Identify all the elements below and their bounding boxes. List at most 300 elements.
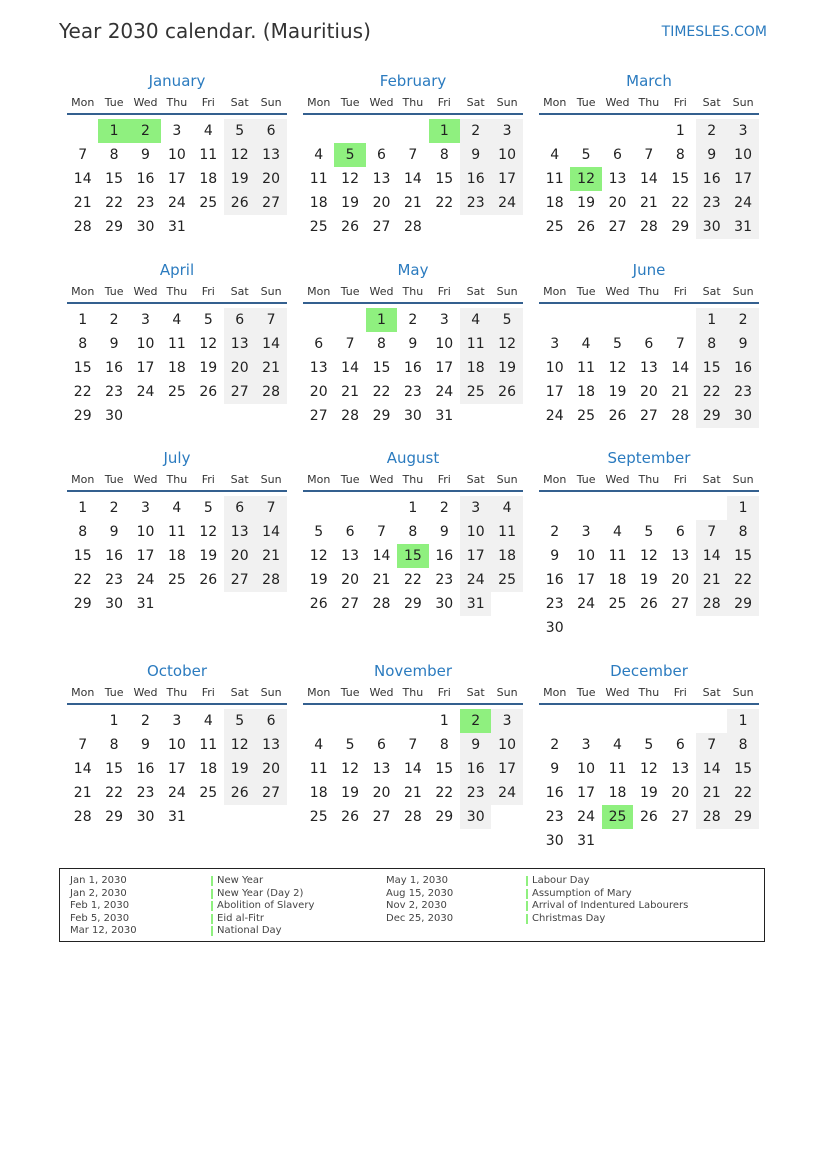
- day-cell: 3: [141, 312, 150, 328]
- day-cell: 20: [639, 384, 658, 400]
- weekday-header: [539, 473, 759, 489]
- day-cell: 28: [372, 596, 391, 612]
- day-cell: 29: [105, 809, 123, 825]
- legend-holiday: [526, 888, 688, 901]
- day-cell: 1: [408, 500, 418, 516]
- day-cell: 22: [435, 785, 454, 801]
- day-cell: 11: [608, 761, 627, 777]
- day-cell: 8: [439, 737, 449, 753]
- day-cell: 21: [73, 195, 92, 211]
- day-cell: 15: [73, 548, 92, 564]
- legend-date: Aug 15, 2030: [386, 887, 454, 899]
- day-cell: 14: [403, 761, 422, 777]
- day-cell: 16: [460, 167, 491, 191]
- day-cell: 4: [314, 147, 324, 163]
- day-cell: 16: [727, 356, 758, 380]
- day-cell: 2: [109, 312, 119, 328]
- day-cell: 28: [341, 408, 359, 424]
- day-cell: 7: [408, 737, 418, 753]
- day-cell: 5: [491, 308, 522, 332]
- day-cell: 6: [675, 737, 685, 753]
- day-cell: 15: [671, 171, 690, 187]
- day-cell: 4: [550, 147, 560, 163]
- day-cell: 30: [105, 408, 123, 424]
- weekday-label: Tue: [340, 686, 360, 699]
- day-cell: 9: [109, 524, 119, 540]
- legend-holiday: [526, 875, 688, 888]
- weekday-label: Wed: [369, 285, 394, 298]
- header-divider: [539, 490, 759, 492]
- weekday-label: Sun: [732, 686, 754, 699]
- holiday-marker: [211, 926, 213, 936]
- weekday-label: Mon: [71, 686, 95, 699]
- weekday-label: Sat: [466, 473, 485, 486]
- day-cell: 8: [408, 524, 418, 540]
- header-divider: [67, 703, 287, 705]
- month-name: September: [607, 449, 691, 467]
- day-cell: 2: [109, 500, 119, 516]
- day-cell: 10: [577, 548, 595, 564]
- day-cell: 24: [577, 809, 595, 825]
- weekday-label: Mon: [71, 285, 95, 298]
- month-name: November: [373, 662, 453, 680]
- weekday-label: Fri: [673, 285, 687, 298]
- day-cell: 14: [696, 757, 727, 781]
- day-cell: 7: [696, 733, 727, 757]
- day-cell: 16: [460, 757, 491, 781]
- day-cell: 7: [345, 336, 355, 352]
- day-cell: 4: [172, 312, 182, 328]
- day-cell: 17: [460, 544, 491, 568]
- day-cell: 21: [403, 785, 422, 801]
- day-cell: 16: [545, 572, 564, 588]
- day-cell: 18: [199, 761, 218, 777]
- day-cell: 11: [491, 520, 522, 544]
- day-cell: 4: [172, 500, 182, 516]
- day-cell: 24: [545, 408, 564, 424]
- day-cell: 25: [199, 195, 218, 211]
- day-cell: 8: [727, 520, 758, 544]
- day-cell: 24: [167, 785, 186, 801]
- weekday-label: Thu: [402, 96, 424, 109]
- day-cell: 26: [199, 572, 218, 588]
- day-cell: 17: [167, 171, 186, 187]
- weekday-label: Sun: [260, 285, 282, 298]
- legend-holiday: [211, 925, 314, 938]
- day-cell: 30: [696, 215, 727, 239]
- day-cell: 5: [345, 737, 355, 753]
- day-cell: 19: [199, 548, 218, 564]
- day-cell: 11: [199, 737, 218, 753]
- holiday-marker: [526, 914, 528, 924]
- day-cell: 14: [255, 520, 286, 544]
- day-cell: 10: [136, 524, 155, 540]
- day-cell: 26: [199, 384, 218, 400]
- day-cell: 19: [639, 572, 658, 588]
- weekday-label: Thu: [402, 686, 424, 699]
- day-cell: 15: [73, 360, 92, 376]
- header-divider: [539, 302, 759, 304]
- day-cell: 20: [341, 572, 359, 588]
- weekday-header: [303, 686, 523, 702]
- day-cell: 28: [255, 380, 286, 404]
- day-cell: 6: [255, 119, 286, 143]
- day-cell: 18: [608, 572, 627, 588]
- weekday-label: Wed: [605, 96, 630, 109]
- day-cell: 19: [491, 356, 522, 380]
- day-cell: 16: [545, 785, 564, 801]
- day-cell: 13: [224, 520, 255, 544]
- day-cell: 6: [314, 336, 324, 352]
- day-cell: 11: [577, 360, 595, 376]
- day-cell: 6: [644, 336, 654, 352]
- weekday-header: [539, 96, 759, 112]
- weekday-label: Thu: [638, 285, 660, 298]
- day-cell: 14: [372, 548, 391, 564]
- legend-holiday: [211, 900, 314, 913]
- day-cell: 12: [491, 332, 522, 356]
- weekday-label: Wed: [369, 473, 394, 486]
- day-cell: 27: [255, 781, 286, 805]
- day-cell: 30: [727, 404, 758, 428]
- day-cell: 28: [403, 219, 422, 235]
- weekday-label: Sat: [230, 686, 249, 699]
- day-cell: 23: [545, 596, 564, 612]
- weekday-label: Sat: [466, 285, 485, 298]
- day-cell: 22: [696, 380, 727, 404]
- day-cell: 10: [167, 147, 186, 163]
- day-cell: 17: [167, 761, 186, 777]
- day-cell: 4: [581, 336, 591, 352]
- day-cell: 18: [167, 548, 186, 564]
- holiday-day-cell: 5: [334, 143, 365, 167]
- day-cell: 3: [491, 119, 522, 143]
- weekday-header: [67, 686, 287, 702]
- day-cell: 8: [439, 147, 449, 163]
- day-cell: 18: [608, 785, 627, 801]
- header-divider: [67, 490, 287, 492]
- header-divider: [303, 703, 523, 705]
- day-cell: 19: [608, 384, 627, 400]
- day-cell: 29: [105, 219, 123, 235]
- holiday-day-cell: 1: [429, 119, 460, 143]
- day-cell: 9: [408, 336, 418, 352]
- day-cell: 28: [255, 568, 286, 592]
- day-cell: 26: [341, 219, 359, 235]
- day-cell: 6: [613, 147, 622, 163]
- day-cell: 21: [696, 781, 727, 805]
- day-cell: 3: [581, 737, 591, 753]
- day-cell: 31: [435, 408, 454, 424]
- day-cell: 20: [608, 195, 627, 211]
- day-cell: 19: [309, 572, 328, 588]
- day-cell: 11: [167, 524, 186, 540]
- day-cell: 3: [550, 336, 560, 352]
- day-cell: 23: [696, 191, 727, 215]
- weekday-label: Fri: [201, 96, 215, 109]
- day-cell: 22: [105, 195, 123, 211]
- day-cell: 13: [608, 171, 627, 187]
- day-cell: 16: [105, 548, 123, 564]
- weekday-label: Thu: [166, 473, 188, 486]
- day-cell: 22: [105, 785, 123, 801]
- day-cell: 3: [172, 123, 182, 139]
- day-cell: 1: [78, 312, 88, 328]
- day-cell: 9: [550, 548, 560, 564]
- day-cell: 7: [255, 308, 286, 332]
- day-cell: 24: [491, 191, 522, 215]
- day-cell: 22: [403, 572, 422, 588]
- day-cell: 17: [491, 167, 522, 191]
- legend-date: Feb 1, 2030: [70, 900, 130, 911]
- month-name: January: [148, 72, 206, 90]
- day-cell: 14: [403, 171, 422, 187]
- weekday-label: Fri: [201, 473, 215, 486]
- day-cell: 17: [435, 360, 454, 376]
- day-cell: 13: [309, 360, 328, 376]
- weekday-header: [303, 473, 523, 489]
- day-cell: 11: [199, 147, 218, 163]
- day-cell: 27: [671, 596, 690, 612]
- day-cell: 31: [727, 215, 758, 239]
- weekday-label: Wed: [133, 686, 158, 699]
- day-cell: 19: [224, 757, 255, 781]
- day-cell: 11: [309, 171, 328, 187]
- weekday-label: Mon: [307, 473, 331, 486]
- day-cell: 13: [224, 332, 255, 356]
- legend-holiday-label: National Day: [217, 925, 282, 936]
- day-cell: 28: [639, 219, 658, 235]
- day-cell: 11: [545, 171, 564, 187]
- weekday-label: Sun: [732, 473, 754, 486]
- day-cell: 10: [491, 143, 522, 167]
- day-cell: 15: [105, 761, 123, 777]
- day-cell: 13: [671, 548, 690, 564]
- day-cell: 28: [403, 809, 422, 825]
- header-divider: [67, 113, 287, 115]
- day-cell: 7: [255, 496, 286, 520]
- day-cell: 22: [73, 572, 92, 588]
- header-divider: [303, 490, 523, 492]
- holiday-marker: [526, 901, 528, 911]
- holiday-marker: [211, 901, 213, 911]
- legend-date: May 1, 2030: [386, 875, 449, 886]
- weekday-label: Sat: [230, 473, 249, 486]
- day-cell: 10: [545, 360, 564, 376]
- day-cell: 26: [224, 191, 255, 215]
- header-divider: [303, 302, 523, 304]
- day-cell: 29: [727, 592, 758, 616]
- weekday-label: Fri: [673, 473, 687, 486]
- holiday-day-cell: 1: [366, 308, 397, 332]
- day-cell: 3: [491, 709, 522, 733]
- day-cell: 28: [73, 809, 92, 825]
- day-cell: 13: [255, 143, 286, 167]
- weekday-label: Mon: [71, 96, 95, 109]
- day-cell: 27: [372, 219, 391, 235]
- weekday-label: Tue: [104, 473, 124, 486]
- weekday-label: Mon: [307, 686, 331, 699]
- day-cell: 8: [109, 737, 119, 753]
- day-cell: 23: [435, 572, 454, 588]
- day-cell: 25: [460, 380, 491, 404]
- day-cell: 1: [78, 500, 88, 516]
- month-name: June: [632, 261, 666, 279]
- weekday-label: Fri: [437, 285, 451, 298]
- day-cell: 23: [403, 384, 422, 400]
- day-cell: 8: [696, 332, 727, 356]
- day-cell: 29: [435, 809, 454, 825]
- day-cell: 7: [408, 147, 418, 163]
- day-cell: 15: [435, 171, 454, 187]
- weekday-label: Sun: [496, 686, 518, 699]
- weekday-label: Tue: [340, 473, 360, 486]
- day-cell: 25: [309, 809, 328, 825]
- day-cell: 2: [550, 524, 560, 540]
- holiday-marker: [526, 889, 528, 899]
- weekday-label: Sat: [466, 96, 485, 109]
- day-cell: 25: [608, 596, 627, 612]
- day-cell: 14: [255, 332, 286, 356]
- legend-holiday-label: New Year (Day 2): [217, 887, 304, 899]
- day-cell: 14: [671, 360, 690, 376]
- day-cell: 24: [136, 572, 155, 588]
- weekday-label: Mon: [307, 285, 331, 298]
- day-cell: 10: [491, 733, 522, 757]
- day-cell: 10: [167, 737, 186, 753]
- day-cell: 24: [136, 384, 155, 400]
- day-cell: 6: [255, 709, 286, 733]
- day-cell: 23: [136, 195, 155, 211]
- day-cell: 4: [203, 713, 213, 729]
- day-cell: 20: [372, 785, 391, 801]
- weekday-label: Wed: [369, 96, 394, 109]
- day-cell: 15: [727, 757, 758, 781]
- weekday-label: Sun: [732, 285, 754, 298]
- weekday-label: Sun: [496, 285, 518, 298]
- weekday-label: Thu: [402, 473, 424, 486]
- day-cell: 30: [136, 219, 155, 235]
- site-link[interactable]: TIMESLES.COM: [661, 24, 767, 40]
- day-cell: 10: [435, 336, 454, 352]
- day-cell: 17: [577, 785, 595, 801]
- weekday-label: Tue: [576, 473, 596, 486]
- weekday-label: Sun: [732, 96, 754, 109]
- weekday-header: [539, 285, 759, 301]
- day-cell: 21: [696, 568, 727, 592]
- day-cell: 3: [439, 312, 449, 328]
- day-cell: 17: [136, 548, 155, 564]
- day-cell: 2: [408, 312, 418, 328]
- day-cell: 2: [550, 737, 560, 753]
- weekday-label: Fri: [437, 686, 451, 699]
- day-cell: 1: [439, 713, 449, 729]
- day-cell: 1: [675, 123, 685, 139]
- weekday-label: Wed: [133, 473, 158, 486]
- day-cell: 4: [491, 496, 522, 520]
- day-cell: 23: [545, 809, 564, 825]
- day-cell: 20: [224, 544, 255, 568]
- day-cell: 21: [73, 785, 92, 801]
- weekday-label: Fri: [673, 686, 687, 699]
- day-cell: 1: [696, 308, 727, 332]
- day-cell: 9: [141, 147, 150, 163]
- day-cell: 16: [435, 548, 454, 564]
- weekday-label: Fri: [437, 473, 451, 486]
- weekday-header: [67, 473, 287, 489]
- legend-holiday: [211, 913, 314, 926]
- weekday-label: Tue: [576, 686, 596, 699]
- day-cell: 14: [639, 171, 658, 187]
- day-cell: 28: [696, 592, 727, 616]
- month-name: August: [386, 449, 440, 467]
- day-cell: 9: [460, 143, 491, 167]
- day-cell: 31: [136, 596, 155, 612]
- day-cell: 20: [309, 384, 328, 400]
- day-cell: 8: [78, 336, 88, 352]
- day-cell: 15: [727, 544, 758, 568]
- day-cell: 16: [403, 360, 422, 376]
- day-cell: 25: [577, 408, 595, 424]
- day-cell: 9: [141, 737, 150, 753]
- day-cell: 13: [341, 548, 359, 564]
- day-cell: 10: [136, 336, 155, 352]
- day-cell: 4: [613, 524, 622, 540]
- weekday-label: Sat: [702, 473, 721, 486]
- day-cell: 17: [491, 757, 522, 781]
- day-cell: 6: [377, 737, 386, 753]
- weekday-label: Wed: [133, 285, 158, 298]
- day-cell: 19: [341, 785, 359, 801]
- legend-date: Dec 25, 2030: [386, 912, 454, 924]
- day-cell: 24: [167, 195, 186, 211]
- day-cell: 25: [167, 572, 186, 588]
- day-cell: 26: [309, 596, 328, 612]
- day-cell: 22: [727, 568, 758, 592]
- day-cell: 9: [439, 524, 449, 540]
- day-cell: 12: [608, 360, 627, 376]
- day-cell: 29: [671, 219, 690, 235]
- holiday-legend: [59, 868, 765, 942]
- weekday-label: Mon: [71, 473, 95, 486]
- day-cell: 23: [136, 785, 155, 801]
- weekday-label: Sun: [260, 473, 282, 486]
- weekday-header: [67, 285, 287, 301]
- day-cell: 24: [460, 568, 491, 592]
- holiday-marker: [211, 914, 213, 924]
- day-cell: 22: [671, 195, 690, 211]
- day-cell: 15: [372, 360, 391, 376]
- day-cell: 19: [224, 167, 255, 191]
- day-cell: 4: [613, 737, 622, 753]
- holiday-day-cell: 12: [570, 167, 601, 191]
- holiday-marker: [211, 876, 213, 886]
- day-cell: 21: [403, 195, 422, 211]
- day-cell: 27: [224, 380, 255, 404]
- day-cell: 13: [372, 171, 391, 187]
- holiday-day-cell: 1: [98, 119, 129, 143]
- header-divider: [67, 302, 287, 304]
- day-cell: 6: [224, 496, 255, 520]
- day-cell: 30: [545, 833, 564, 849]
- day-cell: 23: [460, 191, 491, 215]
- weekday-label: Sat: [702, 686, 721, 699]
- legend-date: Feb 5, 2030: [70, 912, 130, 924]
- day-cell: 7: [78, 737, 88, 753]
- day-cell: 18: [491, 544, 522, 568]
- day-cell: 16: [696, 167, 727, 191]
- day-cell: 18: [577, 384, 595, 400]
